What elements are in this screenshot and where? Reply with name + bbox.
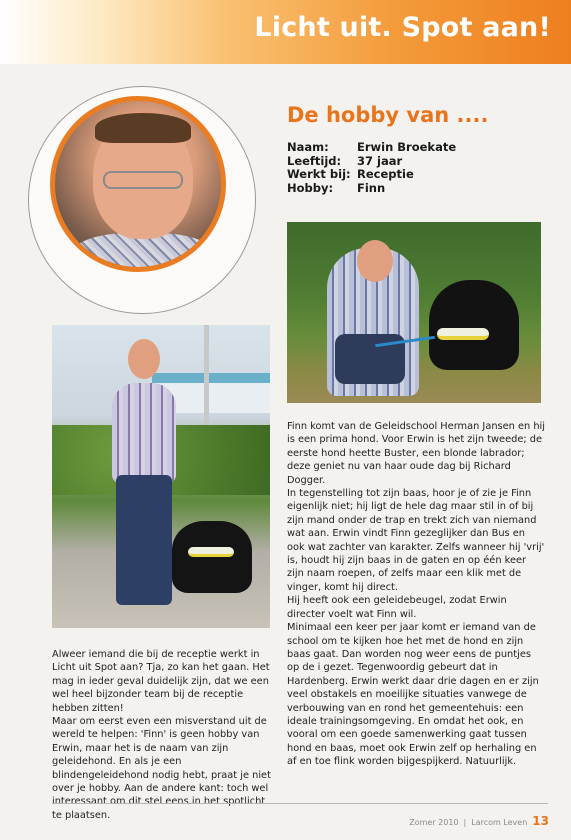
- footer-separator: |: [463, 818, 467, 827]
- info-label: Hobby:: [287, 180, 334, 195]
- photo-walker-dog: [172, 521, 252, 593]
- photo-dog-harness: [437, 328, 489, 340]
- portrait-hair: [95, 113, 191, 143]
- info-value: Erwin Broekate: [357, 140, 457, 154]
- info-row-age: [287, 155, 547, 169]
- page-title: Licht uit. Spot aan!: [254, 12, 551, 43]
- page-footer: [409, 814, 549, 828]
- article-paragraph: Minimaal een keer per jaar komt er iemand van de school om te kijken hoe het met de hond en zijn baas gaat. Dan worden nog weer eens de puntjes op de i gezet. Tegenwoordig gebeurt dat in Hardenberg. Erwin werkt daar drie dagen en er zijn veel obstakels en moeilijke situaties vanwege de verbouwing van en rond het gemeentehuis: een ideale trainingsomgeving. En omdat het ook, en vooral om een goede samenwerking gaat tussen hond en baas, moet ook Erwin zelf op herhaling en af en toe flink worden bijgespijkerd. Natuurlijk.: [287, 622, 539, 768]
- article-paragraph: In tegenstelling tot zijn baas, hoor je of zie je Finn eigenlijk niet; hij ligt de hele dag maar stil in of bij zijn mand onder de trap en trekt zich van niemand wat aan. Erwin vindt Finn gezeglijker dan Bus en ook wat zachter van karakter. Zelfs wanneer hij 'vrij' is, houdt hij zijn baas in de gaten en op één keer zijn naam roepen, of zelfs maar een klik met de vinger, komt hij direct.: [287, 488, 545, 593]
- footer-magazine: Larcom Leven: [471, 818, 528, 827]
- article-right-column: [287, 420, 545, 769]
- photo-walker-torso: [112, 383, 176, 483]
- photo-dog: [429, 280, 519, 370]
- footer-issue: Zomer 2010: [409, 818, 459, 827]
- info-label: Naam:: [287, 140, 329, 154]
- info-row-work: [287, 168, 547, 182]
- article-paragraph: Maar om eerst even een misverstand uit de wereld te helpen: 'Finn' is geen hobby van Erwin, maar het is de naam van zijn geleidehond. En als je een blindengeleidehond nodig hebt, praat je niet over je hobby. Aan de andere kant: toch wel interessant om dit stel eens in het spotlicht te plaatsen.: [52, 716, 271, 821]
- article-left-column: [52, 648, 272, 822]
- portrait-glasses: [103, 171, 183, 189]
- info-value: 37 jaar: [357, 153, 403, 168]
- page-number: 13: [532, 814, 549, 828]
- photo-man-with-dog-grass: [287, 222, 541, 403]
- header-banner: [0, 0, 571, 64]
- photo-man-walking-dog: [52, 325, 270, 628]
- photo-walker-legs: [116, 475, 172, 605]
- article-paragraph: Finn komt van de Geleidschool Herman Jansen en hij is een prima hond. Voor Erwin is het zijn tweede; de eerste hond heette Buster, een blonde labrador; deze geniet nu van haar oude dag bij Richard Dogger.: [287, 421, 545, 486]
- info-value: Finn: [357, 180, 386, 195]
- info-value: Receptie: [357, 167, 414, 181]
- info-label: Leeftijd:: [287, 153, 342, 168]
- article-paragraph: Alweer iemand die bij de receptie werkt in Licht uit Spot aan? Tja, zo kan het gaan. Het mag in ieder geval duidelijk zijn, dat we een wel heel bijzonder team bij de receptie hebben zitten!: [52, 649, 270, 714]
- info-row-hobby: [287, 182, 547, 196]
- photo-walker-dog-harness: [188, 547, 234, 557]
- portrait-photo: [50, 96, 226, 272]
- section-title: De hobby van ....: [287, 103, 489, 127]
- info-row-name: [287, 141, 547, 155]
- article-paragraph: Hij heeft ook een geleidebeugel, zodat Erwin directer voelt wat Finn wil.: [287, 595, 507, 620]
- info-list: [287, 141, 547, 195]
- photo-man-head: [357, 240, 393, 282]
- photo-walker-head: [128, 339, 160, 379]
- photo-pole: [204, 325, 209, 425]
- info-label: Werkt bij:: [287, 167, 351, 181]
- footer-divider: [52, 803, 548, 804]
